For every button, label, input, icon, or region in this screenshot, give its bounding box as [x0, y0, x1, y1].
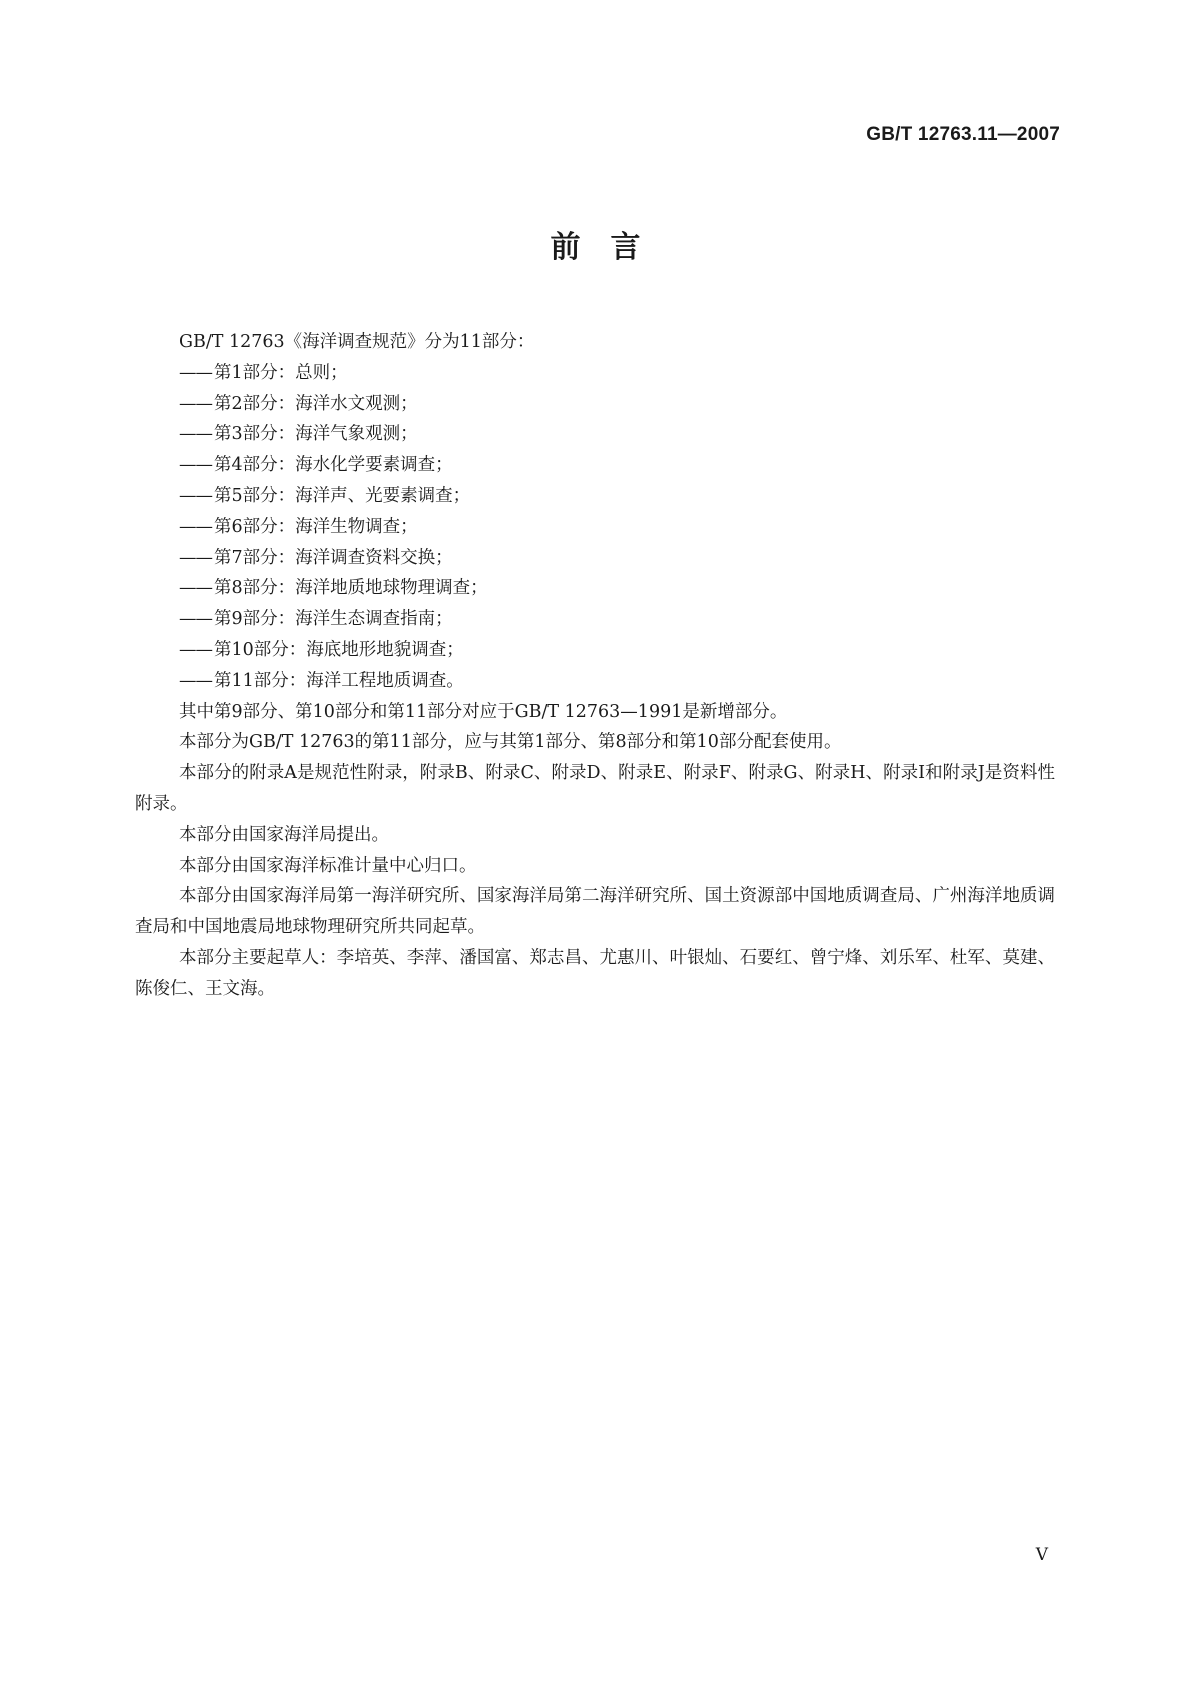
dash-marker: ——: [179, 670, 212, 691]
page-number: V: [1035, 1545, 1048, 1565]
body-paragraph: 本部分的附录A是规范性附录，附录B、附录C、附录D、附录E、附录F、附录G、附录H、附录I和附录J是资料性附录。: [135, 763, 1055, 814]
body-paragraph: 本部分由国家海洋局第一海洋研究所、国家海洋局第二海洋研究所、国土资源部中国地质调查局、广州海洋地质调查局和中国地震局地球物理研究所共同起草。: [135, 886, 1055, 938]
body-paragraph: 本部分为GB/T 12763的第11部分，应与其第1部分、第8部分和第10部分配套使用。: [179, 732, 842, 753]
list-item-text: 第10部分：海底地形地貌调查；: [214, 639, 464, 660]
dash-marker: ——: [179, 424, 212, 445]
dash-marker: ——: [179, 516, 212, 537]
body-paragraph: 本部分主要起草人：李培英、李萍、潘国富、郑志昌、尤惠川、叶银灿、石要红、曾宁烽、刘乐军、杜军、莫建、陈俊仁、王文海。: [135, 947, 1055, 999]
intro-paragraph: GB/T 12763《海洋调查规范》分为11部分：: [179, 332, 535, 352]
list-item-text: 第9部分：海洋生态调查指南；: [214, 609, 453, 630]
dash-marker: ——: [179, 547, 212, 568]
list-item-text: 第4部分：海水化学要素调查；: [214, 455, 453, 476]
list-item: [135, 543, 1055, 574]
list-item-text: 第8部分：海洋地质地球物理调查；: [214, 578, 488, 599]
body-paragraph: 本部分由国家海洋标准计量中心归口。: [179, 855, 477, 876]
list-item: [135, 358, 1055, 389]
list-item-text: 第3部分：海洋气象观测；: [214, 424, 418, 445]
body-paragraph: 其中第9部分、第10部分和第11部分对应于GB/T 12763—1991是新增部分。: [179, 701, 788, 722]
list-item: [135, 635, 1055, 666]
dash-marker: ——: [179, 639, 212, 660]
list-item-text: 第2部分：海洋水文观测；: [214, 393, 418, 414]
body-paragraph: 本部分由国家海洋局提出。: [179, 824, 389, 845]
standard-number: GB/T 12763.11—2007: [866, 124, 1060, 145]
dash-marker: ——: [179, 485, 212, 506]
list-item: [135, 573, 1055, 604]
dash-marker: ——: [179, 393, 212, 414]
dash-marker: ——: [179, 455, 212, 476]
list-item: [135, 512, 1055, 543]
dash-marker: ——: [179, 578, 212, 599]
dash-marker: ——: [179, 609, 212, 630]
list-item: [135, 604, 1055, 635]
list-item: [135, 419, 1055, 450]
list-item-text: 第6部分：海洋生物调查；: [214, 516, 418, 537]
list-item-text: 第5部分：海洋声、光要素调查；: [214, 485, 471, 506]
list-item-text: 第1部分：总则；: [214, 362, 348, 383]
list-item-text: 第7部分：海洋调查资料交换；: [214, 547, 453, 568]
page-title: 前言: [550, 230, 671, 265]
list-item: [135, 389, 1055, 420]
dash-marker: ——: [179, 362, 212, 383]
list-item: [135, 666, 1055, 697]
foreword-body: [135, 327, 1055, 1005]
list-item-text: 第11部分：海洋工程地质调查。: [214, 670, 464, 691]
list-item: [135, 481, 1055, 512]
list-item: [135, 450, 1055, 481]
